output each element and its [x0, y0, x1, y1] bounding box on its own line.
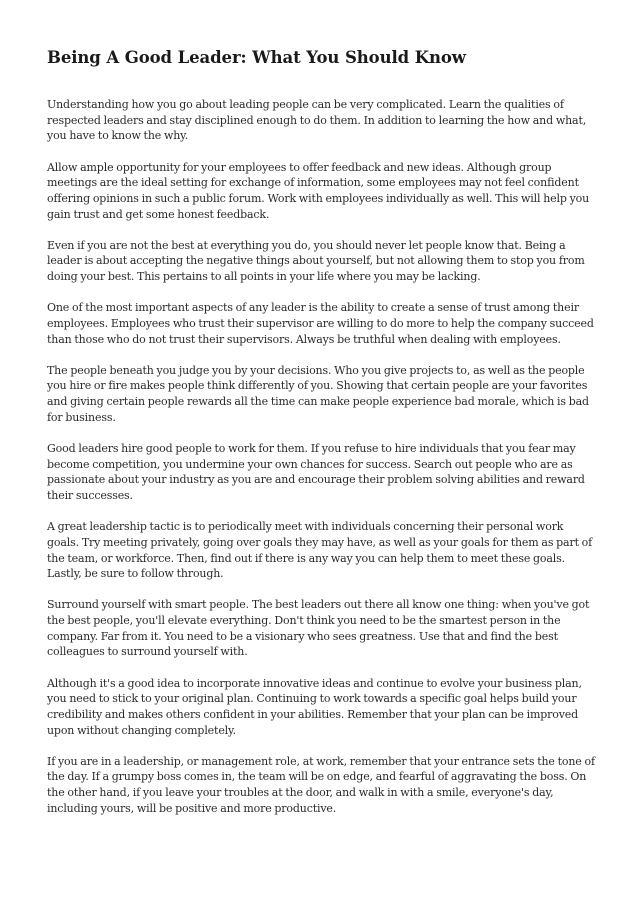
paragraph-7: A great leadership tactic is to periodically meet with individuals concerning their personal work goals. Try meeting privately, going over goals they may have, as well as your goals for them as part of the team, or workforce. Then, find out if there is any way you can help them to meet these goals. Lastly, be sure to follow through.	[47, 520, 593, 581]
paragraph-10: If you are in a leadership, or management role, at work, remember that your entrance sets the tone of the day. If a grumpy boss comes in, the team will be on edge, and fearful of aggravating the boss. On the other hand, if you leave your troubles at the door, and walk in with a smile, everyone's day, including yours, will be positive and more productive.	[47, 754, 595, 815]
paragraph-6: Good leaders hire good people to work for them. If you refuse to hire individuals that you fear may become competition, you undermine your own chances for success. Search out people who are as passionate about your industry as you are and encourage their problem solving abilities and reward their successes.	[47, 441, 585, 503]
paragraph-3: Even if you are not the best at everything you do, you should never let people know that. Being a leader is about accepting the negative things about yourself, but not allowing them to stop you from doing your best. This pertains to all points in your life where you may be lacking.	[47, 238, 585, 284]
paragraph-1: Understanding how you go about leading people can be very complicated. Learn the qualities of respected leaders and stay disciplined enough to do them. In addition to learning the how and what, you have to know the why.	[47, 98, 587, 143]
paragraph-8: Surround yourself with smart people. The best leaders out there all know one thing: when you've got the best people, you'll elevate everything. Don't think you need to be the smartest person in the company. Far from it. You need to be a visionary who sees greatness. Use that and find the best colleagues to surround yourself with.	[47, 598, 590, 659]
paragraph-2: Allow ample opportunity for your employees to offer feedback and new ideas. Although group meetings are the ideal setting for exchange of information, some employees may not feel confident offering opinions in such a public forum. Work with employees individually as well. This will help you gain trust and get some honest feedback.	[47, 160, 590, 221]
paragraph-5: The people beneath you judge you by your decisions. Who you give projects to, as well as the people you hire or fire makes people think differently of you. Showing that certain people are your favorites and giving certain people rewards all the time can make people experience bad morale, which is bad for business.	[47, 363, 589, 424]
paragraph-9: Although it's a good idea to incorporate innovative ideas and continue to evolve your business plan, you need to stick to your original plan. Continuing to work towards a specific goal helps build your credibility and makes others confident in your abilities. Remember that your plan can be improved upon without changing completely.	[47, 676, 582, 737]
paragraph-4: One of the most important aspects of any leader is the ability to create a sense of trust among their employees. Employees who trust their supervisor are willing to do more to help the company succeed than those who do not trust their supervisors. Always be truthful when dealing with employees.	[47, 301, 594, 346]
page-title: Being A Good Leader: What You Should Know	[47, 48, 466, 67]
